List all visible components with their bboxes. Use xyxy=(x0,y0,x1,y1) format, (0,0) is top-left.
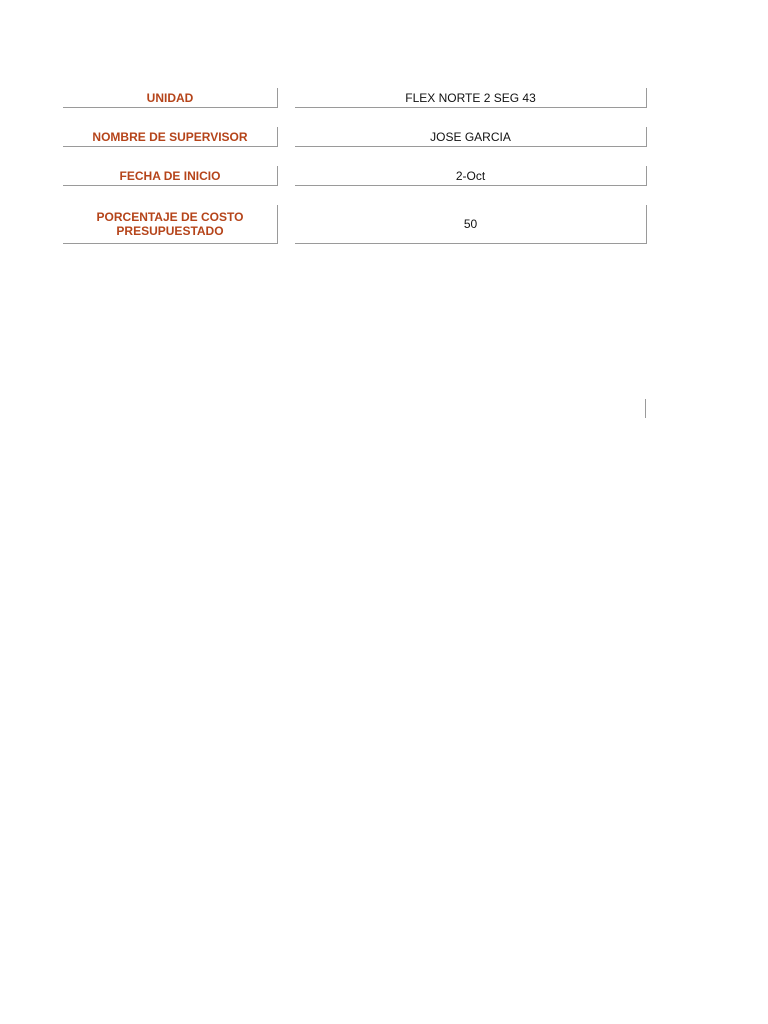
supervisor-label: NOMBRE DE SUPERVISOR xyxy=(63,127,278,147)
fecha-inicio-value[interactable]: 2-Oct xyxy=(295,166,647,186)
form-row-supervisor xyxy=(63,127,647,147)
fecha-inicio-label: FECHA DE INICIO xyxy=(63,166,278,186)
porcentaje-costo-label: PORCENTAJE DE COSTO PRESUPUESTADO xyxy=(63,205,278,244)
form-row-fecha xyxy=(63,166,647,186)
porcentaje-costo-value[interactable]: 50 xyxy=(295,205,647,244)
unidad-value[interactable]: FLEX NORTE 2 SEG 43 xyxy=(295,88,647,108)
unidad-label: UNIDAD xyxy=(63,88,278,108)
cell-border-divider xyxy=(645,399,646,418)
form-row-unidad xyxy=(63,88,647,108)
form-row-porcentaje xyxy=(63,205,647,244)
supervisor-value[interactable]: JOSE GARCIA xyxy=(295,127,647,147)
